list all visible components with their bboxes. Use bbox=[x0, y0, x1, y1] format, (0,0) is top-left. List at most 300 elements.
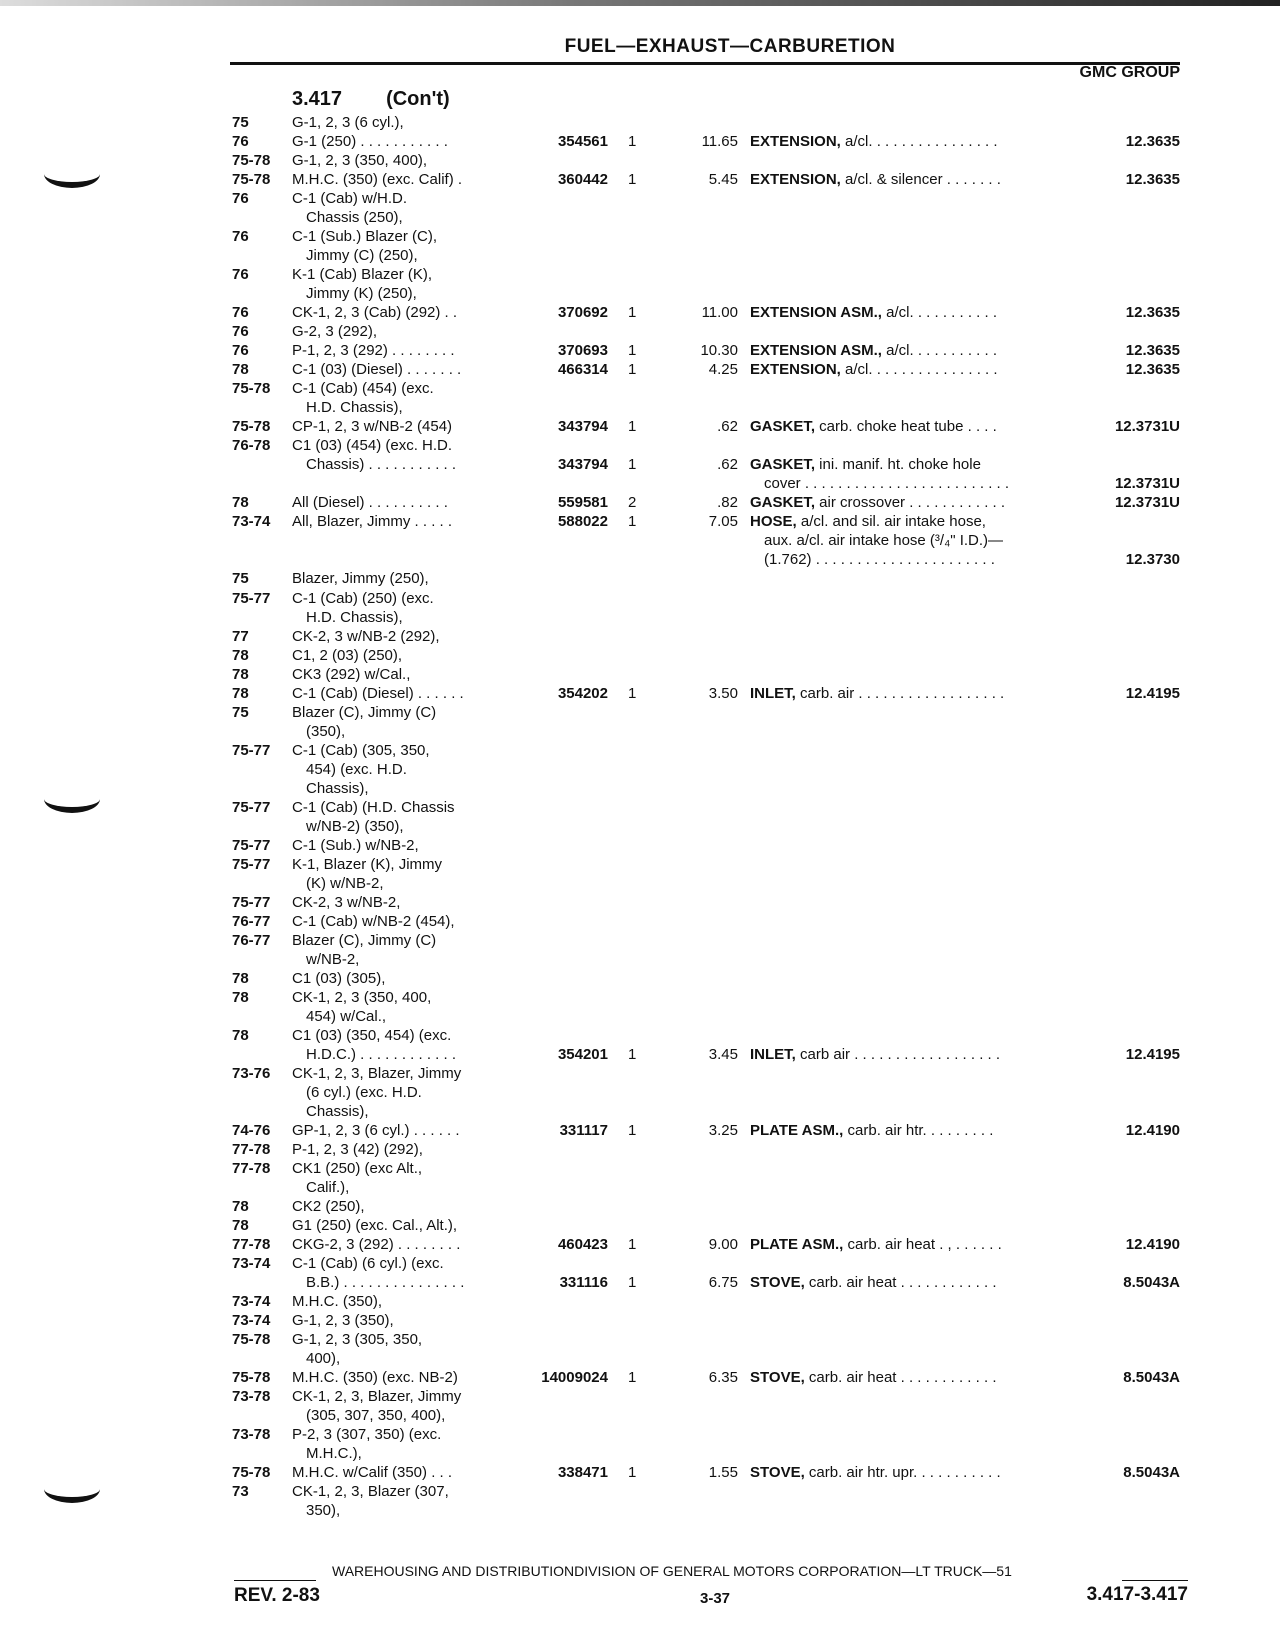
price: 7.05 bbox=[708, 513, 738, 531]
application: P-1, 2, 3 (42) (292), bbox=[292, 1141, 423, 1159]
application: C-1 (Sub.) Blazer (C), bbox=[292, 228, 438, 246]
quantity: 2 bbox=[628, 494, 637, 512]
section-number: 3.417 bbox=[292, 88, 343, 110]
table-row bbox=[0, 798, 1280, 817]
model-year: 78 bbox=[232, 988, 249, 1006]
group-code: 12.3635 bbox=[1125, 361, 1180, 379]
quantity: 1 bbox=[628, 1045, 637, 1063]
price: 9.00 bbox=[708, 1236, 738, 1254]
header-rule bbox=[230, 62, 1180, 65]
model-year: 77-78 bbox=[232, 1141, 271, 1159]
model-year: 78 bbox=[232, 1198, 249, 1216]
table-row bbox=[0, 741, 1280, 760]
description bbox=[750, 1273, 1072, 1292]
table-row bbox=[0, 341, 1280, 360]
application: CK2 (250), bbox=[292, 1198, 365, 1216]
table-row bbox=[0, 589, 1280, 608]
model-year: 73-74 bbox=[232, 1312, 271, 1330]
table-row bbox=[0, 608, 1280, 627]
description-text: cover . . . . . . . . . . . . . . . . . . . . . . . . . bbox=[764, 475, 1010, 493]
description-keyword: GASKET, bbox=[750, 494, 816, 512]
application: All (Diesel) . . . . . . . . . . bbox=[292, 494, 448, 512]
description-text: a/cl. . . . . . . . . . . . . . . . bbox=[840, 133, 998, 151]
model-year: 73 bbox=[232, 1483, 249, 1501]
application: 400), bbox=[306, 1350, 341, 1368]
description-text: ini. manif. ht. choke hole bbox=[815, 456, 981, 474]
table-row bbox=[0, 1311, 1280, 1330]
quantity: 1 bbox=[628, 1369, 637, 1387]
table-row bbox=[0, 931, 1280, 950]
table-row bbox=[0, 1406, 1280, 1425]
part-number: 370692 bbox=[557, 304, 608, 322]
table-row bbox=[0, 265, 1280, 284]
group-code: 12.3635 bbox=[1125, 342, 1180, 360]
model-year: 75-77 bbox=[232, 798, 271, 816]
table-row bbox=[0, 189, 1280, 208]
description bbox=[750, 512, 1072, 531]
quantity: 1 bbox=[628, 418, 637, 436]
price: 10.30 bbox=[700, 342, 738, 360]
description-keyword: INLET, bbox=[750, 684, 796, 702]
section-continued: (Con't) bbox=[386, 88, 450, 110]
application: CK-2, 3 w/NB-2, bbox=[292, 893, 401, 911]
application: M.H.C.), bbox=[306, 1445, 362, 1463]
price: .62 bbox=[717, 418, 738, 436]
description-keyword: EXTENSION, bbox=[750, 361, 841, 379]
description bbox=[764, 550, 1072, 569]
quantity: 1 bbox=[628, 342, 637, 360]
part-number: 354202 bbox=[557, 684, 608, 702]
model-year: 76 bbox=[232, 228, 249, 246]
table-row bbox=[0, 398, 1280, 417]
table-row bbox=[0, 1482, 1280, 1501]
group-code: 8.5043A bbox=[1123, 1464, 1180, 1482]
group-code: 12.4190 bbox=[1125, 1122, 1180, 1140]
model-year: 76 bbox=[232, 266, 249, 284]
part-number: 466314 bbox=[557, 361, 608, 379]
model-year: 75-78 bbox=[232, 418, 271, 436]
description-text: carb air . . . . . . . . . . . . . . . . . . bbox=[795, 1045, 1001, 1063]
table-row bbox=[0, 1216, 1280, 1235]
price: 6.35 bbox=[708, 1369, 738, 1387]
part-number: 360442 bbox=[557, 171, 608, 189]
table-row bbox=[0, 1064, 1280, 1083]
model-year: 76-77 bbox=[232, 931, 271, 949]
model-year: 75-77 bbox=[232, 836, 271, 854]
application: P-2, 3 (307, 350) (exc. bbox=[292, 1426, 442, 1444]
application: CK-1, 2, 3 (350, 400, bbox=[292, 988, 432, 1006]
description-text: carb. choke heat tube . . . . bbox=[815, 418, 997, 436]
table-row bbox=[0, 208, 1280, 227]
table-row bbox=[0, 1501, 1280, 1520]
table-row bbox=[0, 1368, 1280, 1387]
table-row bbox=[0, 779, 1280, 798]
application: B.B.) . . . . . . . . . . . . . . . bbox=[306, 1274, 465, 1292]
application: CK-1, 2, 3, Blazer, Jimmy bbox=[292, 1388, 462, 1406]
model-year: 78 bbox=[232, 646, 249, 664]
table-row bbox=[0, 1140, 1280, 1159]
group-code: 12.3635 bbox=[1125, 304, 1180, 322]
description-text: a/cl. & silencer . . . . . . . bbox=[840, 171, 1001, 189]
model-year: 75-78 bbox=[232, 380, 271, 398]
part-number: 588022 bbox=[557, 513, 608, 531]
application: CK-1, 2, 3, Blazer, Jimmy bbox=[292, 1065, 462, 1082]
application: G-2, 3 (292), bbox=[292, 323, 378, 341]
model-year: 76-78 bbox=[232, 437, 271, 455]
application: G-1, 2, 3 (6 cyl.), bbox=[292, 114, 404, 131]
model-year: 76 bbox=[232, 304, 249, 322]
table-row bbox=[0, 950, 1280, 969]
application: C1, 2 (03) (250), bbox=[292, 646, 403, 664]
description-text: (1.762) . . . . . . . . . . . . . . . . . . . . . . bbox=[764, 551, 995, 569]
table-row bbox=[0, 1197, 1280, 1216]
group-code: 12.3635 bbox=[1125, 133, 1180, 151]
description bbox=[750, 455, 1072, 474]
model-year: 77-78 bbox=[232, 1160, 271, 1178]
price: 5.45 bbox=[708, 171, 738, 189]
model-year: 73-74 bbox=[232, 513, 271, 531]
description-text: carb. air heat . . . . . . . . . . . . bbox=[804, 1274, 997, 1292]
table-row bbox=[0, 969, 1280, 988]
description bbox=[750, 303, 1072, 322]
table-row bbox=[0, 512, 1280, 531]
table-row bbox=[0, 684, 1280, 703]
application: C-1 (Cab) (H.D. Chassis bbox=[292, 798, 455, 816]
table-row bbox=[0, 665, 1280, 684]
model-year: 75 bbox=[232, 570, 249, 588]
description bbox=[764, 474, 1072, 493]
table-row bbox=[0, 646, 1280, 665]
model-year: 78 bbox=[232, 361, 249, 379]
application: (350), bbox=[306, 722, 346, 740]
application: w/NB-2) (350), bbox=[306, 817, 404, 835]
group-code: 12.4190 bbox=[1125, 1236, 1180, 1254]
application: M.H.C. (350) (exc. NB-2) bbox=[292, 1369, 458, 1387]
description-keyword: EXTENSION, bbox=[750, 171, 841, 189]
quantity: 1 bbox=[628, 513, 637, 531]
description bbox=[750, 1045, 1072, 1064]
table-row bbox=[0, 531, 1280, 550]
model-year: 76 bbox=[232, 190, 249, 208]
footer-rule-right bbox=[1122, 1580, 1188, 1581]
application: G-1 (250) . . . . . . . . . . . bbox=[292, 133, 448, 151]
application: Blazer (C), Jimmy (C) bbox=[292, 931, 437, 949]
application: C-1 (Cab) w/H.D. bbox=[292, 190, 408, 208]
application: C-1 (Cab) (305, 350, bbox=[292, 741, 430, 759]
table-row bbox=[0, 855, 1280, 874]
revision-date: REV. 2-83 bbox=[234, 1585, 320, 1606]
application: C-1 (Cab) (6 cyl.) (exc. bbox=[292, 1255, 444, 1273]
description-keyword: STOVE, bbox=[750, 1274, 805, 1292]
table-row bbox=[0, 817, 1280, 836]
table-row bbox=[0, 1235, 1280, 1254]
part-number: 331117 bbox=[559, 1122, 608, 1140]
footer-publisher: WAREHOUSING AND DISTRIBUTIONDIVISION OF GENERAL MOTORS CORPORATION—LT TRUCK—51 bbox=[332, 1563, 1012, 1579]
model-year: 76 bbox=[232, 133, 249, 151]
application: Calif.), bbox=[306, 1179, 350, 1197]
quantity: 1 bbox=[628, 1274, 637, 1292]
description-text: a/cl. . . . . . . . . . . bbox=[881, 304, 997, 322]
model-year: 73-78 bbox=[232, 1388, 271, 1406]
application: 454) w/Cal., bbox=[306, 1007, 387, 1025]
table-row bbox=[0, 988, 1280, 1007]
description-text: carb. air htr. upr. . . . . . . . . . . bbox=[804, 1464, 1001, 1482]
table-row bbox=[0, 627, 1280, 646]
description-keyword: STOVE, bbox=[750, 1464, 805, 1482]
table-row bbox=[0, 246, 1280, 265]
description-text: carb. air . . . . . . . . . . . . . . . . . . bbox=[795, 684, 1005, 702]
application: Jimmy (K) (250), bbox=[306, 285, 417, 303]
application: CK-2, 3 w/NB-2 (292), bbox=[292, 627, 440, 645]
part-number: 343794 bbox=[557, 418, 608, 436]
description bbox=[750, 1463, 1072, 1482]
description-keyword: STOVE, bbox=[750, 1369, 805, 1387]
application: C-1 (Cab) (Diesel) . . . . . . bbox=[292, 684, 464, 702]
description bbox=[750, 170, 1072, 189]
quantity: 1 bbox=[628, 684, 637, 702]
application: G1 (250) (exc. Cal., Alt.), bbox=[292, 1217, 458, 1235]
model-year: 75 bbox=[232, 114, 249, 131]
price: 1.55 bbox=[708, 1464, 738, 1482]
application: C-1 (Cab) (454) (exc. bbox=[292, 380, 434, 398]
price: 3.45 bbox=[708, 1045, 738, 1063]
model-year: 75-78 bbox=[232, 171, 271, 189]
model-year: 77-78 bbox=[232, 1236, 271, 1254]
price: .62 bbox=[717, 456, 738, 474]
application: GP-1, 2, 3 (6 cyl.) . . . . . . bbox=[292, 1122, 460, 1140]
description-text: a/cl. . . . . . . . . . . bbox=[881, 342, 997, 360]
description bbox=[750, 684, 1072, 703]
description bbox=[750, 132, 1072, 151]
table-row bbox=[0, 1159, 1280, 1178]
model-year: 75-77 bbox=[232, 855, 271, 873]
description-text: carb. air heat . , . . . . . . bbox=[843, 1236, 1002, 1254]
part-number: 331116 bbox=[559, 1274, 608, 1292]
application: CP-1, 2, 3 w/NB-2 (454) bbox=[292, 418, 453, 436]
table-row bbox=[0, 1425, 1280, 1444]
price: 6.75 bbox=[708, 1274, 738, 1292]
description-keyword: HOSE, bbox=[750, 513, 797, 531]
part-number: 338471 bbox=[557, 1464, 608, 1482]
application: H.D. Chassis), bbox=[306, 608, 403, 626]
quantity: 1 bbox=[628, 361, 637, 379]
group-code: 12.3731U bbox=[1114, 475, 1180, 493]
table-row bbox=[0, 760, 1280, 779]
application: CK3 (292) w/Cal., bbox=[292, 665, 411, 683]
model-year: 78 bbox=[232, 665, 249, 683]
application: All, Blazer, Jimmy . . . . . bbox=[292, 513, 453, 531]
table-row bbox=[0, 569, 1280, 588]
description-text: aux. a/cl. air intake hose (³/₄" I.D.)— bbox=[764, 532, 1004, 550]
table-row bbox=[0, 874, 1280, 893]
description-keyword: EXTENSION, bbox=[750, 133, 841, 151]
description-keyword: INLET, bbox=[750, 1045, 796, 1063]
table-row bbox=[0, 1102, 1280, 1121]
model-year: 78 bbox=[232, 969, 249, 987]
application: CK-1, 2, 3 (Cab) (292) . . bbox=[292, 304, 458, 322]
application: Jimmy (C) (250), bbox=[306, 247, 418, 265]
model-year: 78 bbox=[232, 1026, 249, 1044]
application: C-1 (Sub.) w/NB-2, bbox=[292, 836, 419, 854]
application: G-1, 2, 3 (350), bbox=[292, 1312, 394, 1330]
part-number: 14009024 bbox=[541, 1369, 608, 1387]
table-row bbox=[0, 1026, 1280, 1045]
description bbox=[750, 360, 1072, 379]
price: 4.25 bbox=[708, 361, 738, 379]
description-text: air crossover . . . . . . . . . . . . bbox=[815, 494, 1006, 512]
quantity: 1 bbox=[628, 171, 637, 189]
application: C-1 (03) (Diesel) . . . . . . . bbox=[292, 361, 462, 379]
table-row bbox=[0, 722, 1280, 741]
group-code: 12.3635 bbox=[1125, 171, 1180, 189]
model-year: 77 bbox=[232, 627, 249, 645]
model-year: 73-76 bbox=[232, 1065, 271, 1082]
table-row bbox=[0, 303, 1280, 322]
price: 11.00 bbox=[701, 304, 738, 322]
application: K-1, Blazer (K), Jimmy bbox=[292, 855, 443, 873]
table-row bbox=[0, 1444, 1280, 1463]
table-row bbox=[0, 1007, 1280, 1026]
application: w/NB-2, bbox=[306, 950, 360, 968]
table-row bbox=[0, 436, 1280, 455]
application: (6 cyl.) (exc. H.D. bbox=[306, 1084, 422, 1102]
part-number: 370693 bbox=[557, 342, 608, 360]
table-row bbox=[0, 1083, 1280, 1102]
description-keyword: EXTENSION ASM., bbox=[750, 304, 882, 322]
application: G-1, 2, 3 (350, 400), bbox=[292, 152, 428, 170]
model-year: 73-78 bbox=[232, 1426, 271, 1444]
page-title: FUEL—EXHAUST—CARBURETION bbox=[564, 36, 896, 57]
price: .82 bbox=[717, 494, 738, 512]
description bbox=[750, 493, 1072, 512]
quantity: 1 bbox=[628, 1464, 637, 1482]
table-row bbox=[0, 550, 1280, 569]
table-row bbox=[0, 417, 1280, 436]
table-row bbox=[0, 379, 1280, 398]
application: Chassis), bbox=[306, 779, 369, 797]
price: 3.50 bbox=[708, 684, 738, 702]
table-row bbox=[0, 1330, 1280, 1349]
table-row bbox=[0, 1349, 1280, 1368]
application: H.D. Chassis), bbox=[306, 399, 403, 417]
group-code: 12.3731U bbox=[1114, 494, 1180, 512]
application: Chassis (250), bbox=[306, 209, 403, 227]
group-code: 8.5043A bbox=[1123, 1274, 1180, 1292]
application: Chassis) . . . . . . . . . . . bbox=[306, 456, 457, 474]
quantity: 1 bbox=[628, 304, 637, 322]
group-code: 12.3730 bbox=[1125, 551, 1180, 569]
model-year: 74-76 bbox=[232, 1122, 271, 1140]
table-row bbox=[0, 455, 1280, 474]
application: C1 (03) (454) (exc. H.D. bbox=[292, 437, 453, 455]
table-row bbox=[0, 113, 1280, 132]
model-year: 75-77 bbox=[232, 741, 271, 759]
model-year: 73-74 bbox=[232, 1255, 271, 1273]
footer-rule-left bbox=[234, 1580, 316, 1581]
model-year: 75-78 bbox=[232, 1331, 271, 1349]
table-row bbox=[0, 1292, 1280, 1311]
description bbox=[750, 1235, 1072, 1254]
description bbox=[750, 341, 1072, 360]
group-code: 12.4195 bbox=[1125, 1045, 1180, 1063]
application: M.H.C. (350) (exc. Calif) . bbox=[292, 171, 463, 189]
table-row bbox=[0, 493, 1280, 512]
application: (305, 307, 350, 400), bbox=[306, 1407, 446, 1425]
group-code: 12.4195 bbox=[1125, 684, 1180, 702]
table-row bbox=[0, 360, 1280, 379]
page-number: 3-37 bbox=[700, 1590, 731, 1607]
model-year: 75-78 bbox=[232, 152, 271, 170]
application: (K) w/NB-2, bbox=[306, 874, 384, 892]
description-text: a/cl. and sil. air intake hose, bbox=[796, 513, 986, 531]
table-row bbox=[0, 284, 1280, 303]
description-keyword: PLATE ASM., bbox=[750, 1122, 844, 1140]
group-label: GMC GROUP bbox=[1079, 64, 1180, 81]
table-row bbox=[0, 151, 1280, 170]
application: M.H.C. w/Calif (350) . . . bbox=[292, 1464, 453, 1482]
table-row bbox=[0, 322, 1280, 341]
model-year: 76-77 bbox=[232, 912, 271, 930]
application: C-1 (Cab) (250) (exc. bbox=[292, 589, 434, 607]
table-row bbox=[0, 1463, 1280, 1482]
part-number: 354561 bbox=[557, 133, 608, 151]
application: 454) (exc. H.D. bbox=[306, 760, 407, 778]
table-row bbox=[0, 703, 1280, 722]
application: CK1 (250) (exc Alt., bbox=[292, 1160, 423, 1178]
application: Chassis), bbox=[306, 1103, 369, 1121]
application: CKG-2, 3 (292) . . . . . . . . bbox=[292, 1236, 461, 1254]
application: C-1 (Cab) w/NB-2 (454), bbox=[292, 912, 455, 930]
price: 11.65 bbox=[701, 133, 738, 151]
application: M.H.C. (350), bbox=[292, 1293, 383, 1311]
model-year: 76 bbox=[232, 323, 249, 341]
price: 3.25 bbox=[708, 1122, 738, 1140]
table-row bbox=[0, 912, 1280, 931]
application: 350), bbox=[306, 1502, 341, 1520]
table-row bbox=[0, 1045, 1280, 1064]
quantity: 1 bbox=[628, 133, 637, 151]
description bbox=[750, 1121, 1072, 1140]
description bbox=[750, 1368, 1072, 1387]
part-number: 343794 bbox=[557, 456, 608, 474]
section-heading bbox=[292, 88, 450, 111]
model-year: 76 bbox=[232, 342, 249, 360]
table-row bbox=[0, 893, 1280, 912]
application: P-1, 2, 3 (292) . . . . . . . . bbox=[292, 342, 455, 360]
table-row bbox=[0, 836, 1280, 855]
model-year: 73-74 bbox=[232, 1293, 271, 1311]
description bbox=[764, 531, 1072, 550]
application: C1 (03) (305), bbox=[292, 969, 386, 987]
model-year: 75-77 bbox=[232, 893, 271, 911]
table-row bbox=[0, 1178, 1280, 1197]
group-code: 8.5043A bbox=[1123, 1369, 1180, 1387]
application: Blazer, Jimmy (250), bbox=[292, 570, 429, 588]
quantity: 1 bbox=[628, 1122, 637, 1140]
application: K-1 (Cab) Blazer (K), bbox=[292, 266, 433, 284]
description-text: carb. air heat . . . . . . . . . . . . bbox=[804, 1369, 997, 1387]
description-text: a/cl. . . . . . . . . . . . . . . . bbox=[840, 361, 998, 379]
model-year: 75-78 bbox=[232, 1369, 271, 1387]
part-number: 460423 bbox=[557, 1236, 608, 1254]
scan-top-edge bbox=[0, 0, 1280, 6]
application: C1 (03) (350, 454) (exc. bbox=[292, 1026, 452, 1044]
model-year: 75-78 bbox=[232, 1464, 271, 1482]
table-row bbox=[0, 1254, 1280, 1273]
table-row bbox=[0, 474, 1280, 493]
table-row bbox=[0, 170, 1280, 189]
application: G-1, 2, 3 (305, 350, bbox=[292, 1331, 423, 1349]
